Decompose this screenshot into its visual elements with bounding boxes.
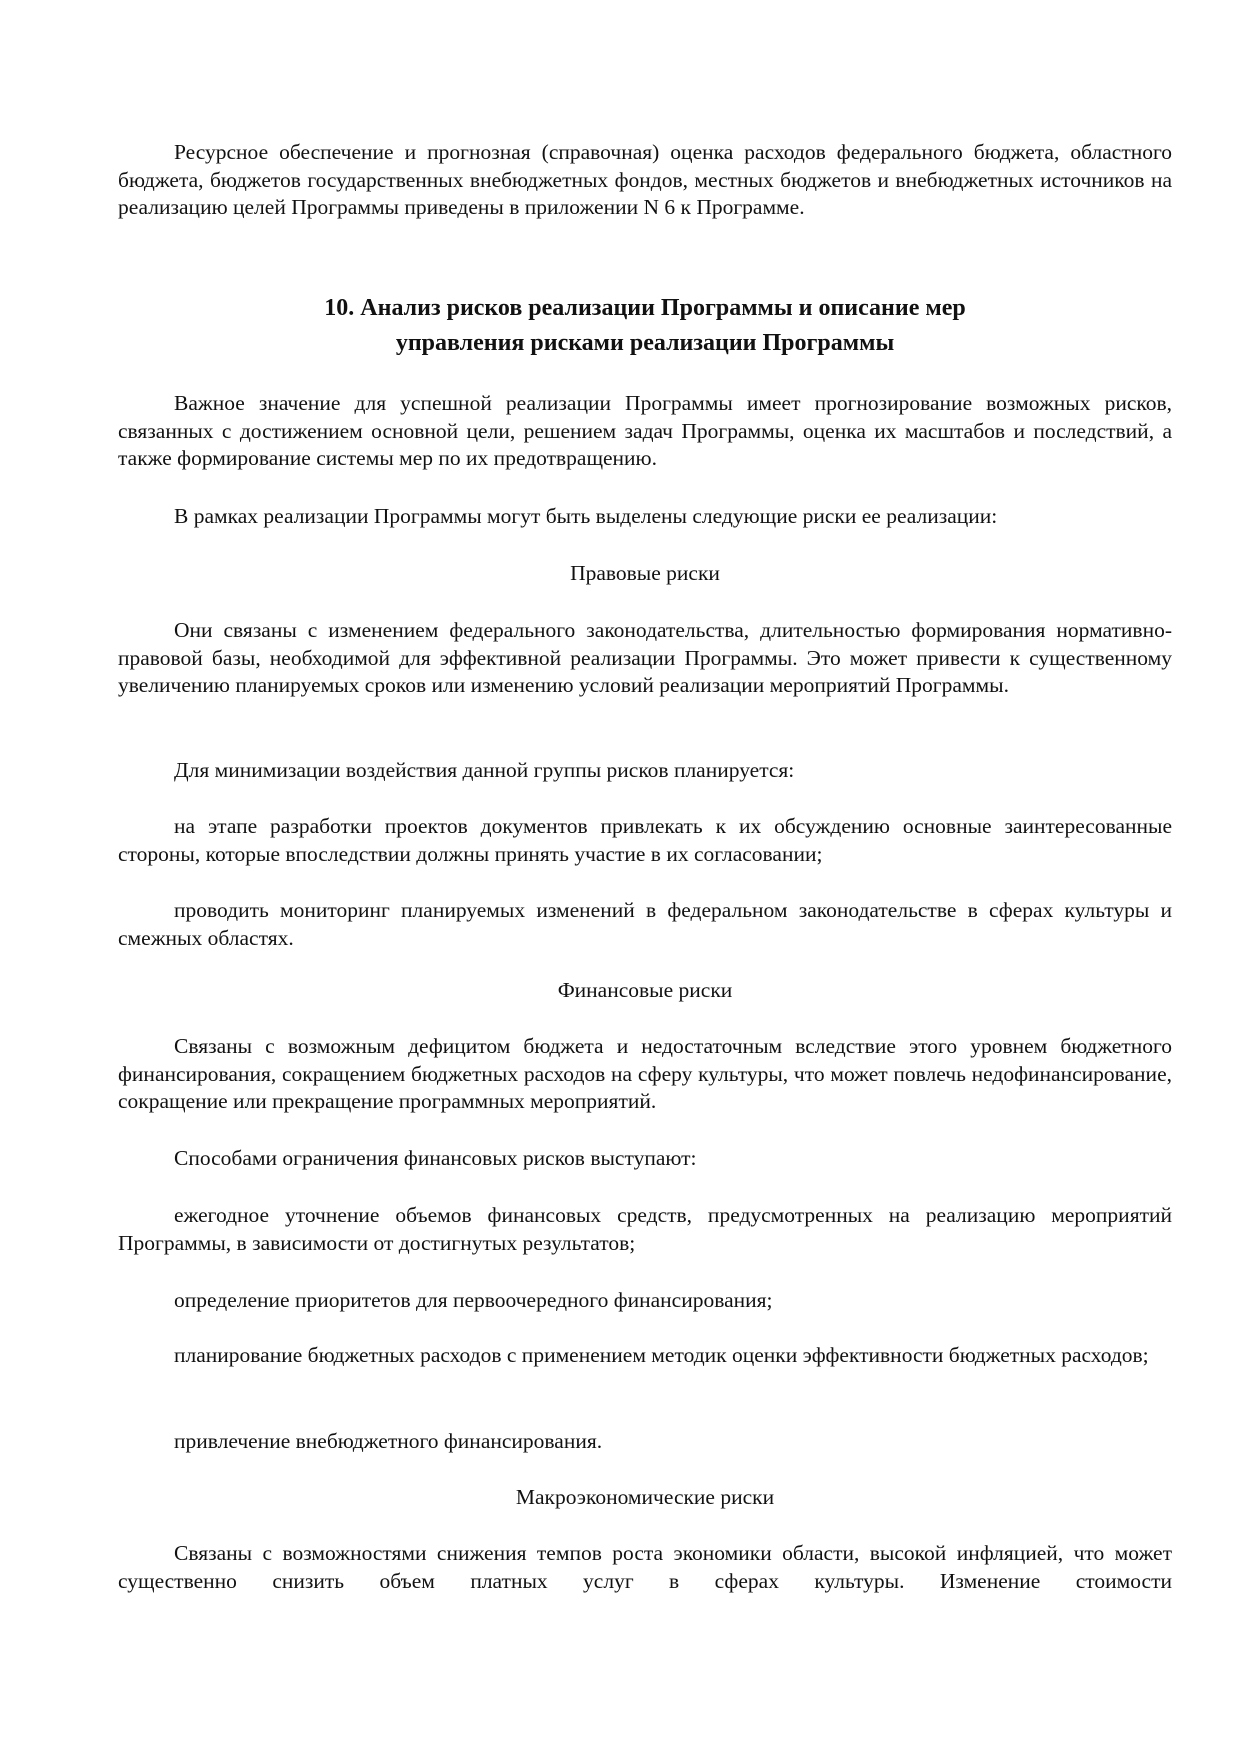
paragraph: на этапе разработки проектов документов привлекать к их обсуждению основные заинтересованные стороны, которые впоследствии должны принять участие в их согласовании; [118, 814, 1172, 866]
section-heading [118, 291, 1172, 361]
paragraph: Связаны с возможным дефицитом бюджета и недостаточным вследствие этого уровнем бюджетного финансирования, сокращением бюджетных расходов на сферу культуры, что может повлечь недофинансирование, сокращение или прекращение программных мероприятий. [118, 1034, 1172, 1113]
subheading: Макроэкономические риски [515, 1485, 775, 1509]
paragraph: привлечение внебюджетного финансирования. [174, 1429, 603, 1453]
subheading: Финансовые риски [557, 978, 733, 1002]
paragraph: определение приоритетов для первоочередного финансирования; [174, 1288, 773, 1312]
paragraph: В рамках реализации Программы могут быть выделены следующие риски ее реализации: [174, 504, 998, 528]
paragraph: ежегодное уточнение объемов финансовых средств, предусмотренных на реализацию мероприятий Программы, в зависимости от достигнутых результатов; [118, 1203, 1172, 1255]
paragraph: Они связаны с изменением федерального законодательства, длительностью формирования нормативно-правовой базы, необходимой для эффективной реализации Программы. Это может привести к существенному увеличению планируемых сроков или изменению условий реализации мероприятий Программы. [118, 618, 1172, 697]
paragraph: Ресурсное обеспечение и прогнозная (справочная) оценка расходов федерального бюджета, областного бюджета, бюджетов государственных внебюджетных фондов, местных бюджетов и внебюджетных источников на реализацию целей Программы приведены в приложении N 6 к Программе. [118, 140, 1172, 219]
subheading: Правовые риски [570, 561, 720, 585]
section-heading-line: 10. Анализ рисков реализации Программы и описание мер [324, 295, 966, 321]
section-heading-line: управления рисками реализации Программы [395, 330, 895, 356]
paragraph: Связаны с возможностями снижения темпов роста экономики области, высокой инфляцией, что может существенно снизить объем платных услуг в сферах культуры. Изменение стоимости [118, 1541, 1172, 1593]
paragraph: Для минимизации воздействия данной группы рисков планируется: [174, 758, 795, 782]
paragraph: Способами ограничения финансовых рисков выступают: [174, 1146, 697, 1170]
paragraph: проводить мониторинг планируемых изменений в федеральном законодательстве в сферах культуры и смежных областях. [118, 898, 1172, 950]
paragraph: Важное значение для успешной реализации Программы имеет прогнозирование возможных рисков, связанных с достижением основной цели, решением задач Программы, оценка их масштабов и последствий, а также формирование системы мер по их предотвращению. [118, 391, 1172, 470]
paragraph: планирование бюджетных расходов с применением методик оценки эффективности бюджетных расходов; [174, 1343, 1149, 1367]
